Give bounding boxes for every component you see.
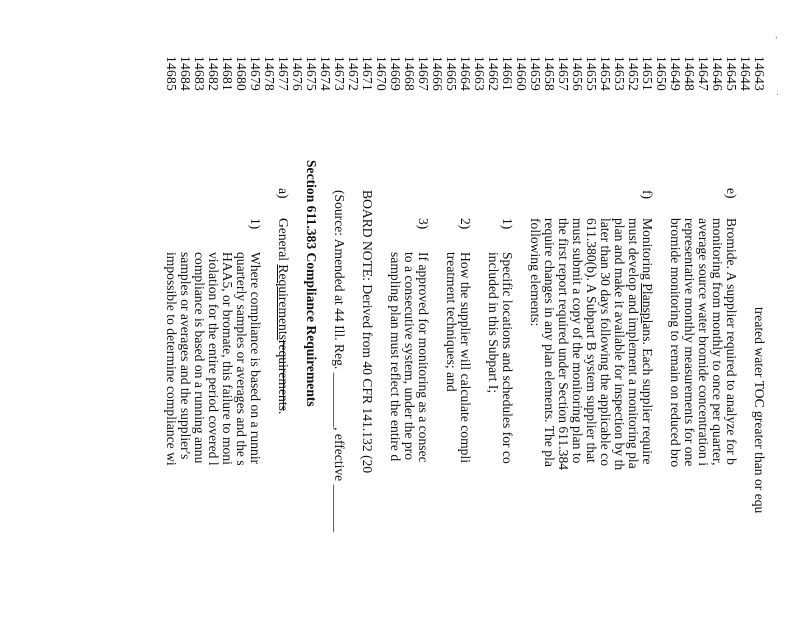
text-run: (Source: Amended at 44 Ill. Reg.: [332, 190, 347, 373]
text-line: [696, 0, 710, 618]
text-line: [486, 0, 500, 618]
line-number: 14684: [178, 56, 193, 91]
line-text: samples or averages and the supplier's: [178, 252, 193, 460]
line-number: 14665: [444, 56, 459, 91]
line-number-row: [654, 0, 668, 618]
text-line: [234, 0, 248, 618]
text-line: [206, 0, 220, 618]
line-text: average source water bromide concentration i: [696, 218, 711, 466]
item-label: 2): [458, 218, 473, 230]
text-run: , effective: [332, 427, 347, 485]
text-line: [360, 0, 374, 618]
line-text: plan and make it available for inspection by th: [612, 218, 627, 471]
line-number-row: [346, 0, 360, 618]
line-number: 14666: [430, 56, 445, 91]
line-text: treated water TOC greater than or equ: [752, 307, 767, 514]
line-number: 14682: [206, 56, 221, 91]
line-text: representative monthly measurements for one: [682, 218, 697, 467]
line-number: 14649: [668, 56, 683, 91]
line-number: 14655: [584, 56, 599, 91]
line-text: compliance is based on a running annu: [192, 252, 207, 464]
scan-speck: .: [776, 88, 779, 98]
text-line: [178, 0, 192, 618]
line-text: must submit a copy of the monitoring plan to: [570, 218, 585, 464]
text-line: [248, 0, 262, 618]
line-number: 14661: [500, 56, 515, 91]
line-text: 611.380(b). A Subpart B system supplier that: [584, 218, 599, 463]
line-text: included in this Subpart I;: [486, 252, 501, 394]
line-number: 14656: [570, 56, 585, 91]
line-text: How the supplier will calculate compli: [458, 252, 473, 464]
line-text: quarterly samples or averages and the s: [234, 252, 249, 466]
text-line: [500, 0, 514, 618]
line-number: 14673: [332, 56, 347, 91]
line-number: 14647: [696, 56, 711, 91]
line-number: 14662: [486, 56, 501, 91]
line-number: 14670: [374, 56, 389, 91]
inserted-text: Requirements: [276, 264, 291, 340]
line-number: 14683: [192, 56, 207, 91]
line-number: 14644: [738, 56, 753, 91]
line-number-row: [290, 0, 304, 618]
text-line: [542, 0, 556, 618]
text-line: [416, 0, 430, 618]
line-number-row: [262, 0, 276, 618]
line-text: monitoring from monthly to once per quarter,: [710, 218, 725, 466]
line-number: 14674: [318, 56, 333, 91]
text-line: [710, 0, 724, 618]
item-label: e): [724, 188, 739, 199]
line-number: 14643: [752, 56, 767, 91]
text-line: [332, 0, 346, 618]
line-number: 14677: [276, 56, 291, 91]
line-number: 14657: [556, 56, 571, 91]
item-label: 1): [500, 218, 515, 230]
line-number: 14681: [220, 56, 235, 91]
line-number: 14660: [514, 56, 529, 91]
text-run: General: [276, 218, 291, 265]
line-number: 14664: [458, 56, 473, 91]
line-number: 14679: [248, 56, 263, 91]
text-run: ans. Each supplier require: [640, 323, 655, 465]
line-number-row: [472, 0, 486, 618]
line-text: [276, 218, 290, 414]
line-number-row: [430, 0, 444, 618]
line-number: 14652: [626, 56, 641, 91]
text-line: [668, 0, 682, 618]
line-text: Where compliance is based on a runnir: [248, 252, 263, 465]
text-line: [626, 0, 640, 618]
scan-speck: ': [775, 36, 778, 46]
board-note: BOARD NOTE: Derived from 40 CFR 141.132 (20: [360, 190, 375, 474]
line-text: must develop and implement a monitoring pla: [626, 218, 641, 469]
blank-line: ________: [332, 372, 347, 428]
line-text: Bromide. A supplier required to analyze for b: [724, 218, 739, 465]
text-line: [584, 0, 598, 618]
line-number-row: [514, 0, 528, 618]
line-text: bromide monitoring to remain on reduced bro: [668, 218, 683, 468]
line-text: HAA5, or bromate, this failure to moni: [220, 252, 235, 465]
line-number: 14671: [360, 56, 375, 91]
deleted-text: requirements: [276, 339, 291, 411]
line-number: 14675: [304, 56, 319, 91]
text-line: [276, 0, 290, 618]
line-text: Specific locations and schedules for co: [500, 252, 515, 464]
text-run: Monitoring: [640, 218, 655, 284]
line-text: If approved for monitoring as a consec: [416, 252, 431, 463]
item-label: a): [276, 188, 291, 199]
line-number: 14678: [262, 56, 277, 91]
line-text: following elements:: [528, 218, 543, 327]
blank-line: _______: [332, 484, 347, 533]
text-line: [598, 0, 612, 618]
line-number: 14659: [528, 56, 543, 91]
line-number: 14685: [164, 56, 179, 91]
line-number: 14653: [612, 56, 627, 91]
line-number: 14648: [682, 56, 697, 91]
section-heading: Section 611.383 Compliance Requirements: [304, 160, 319, 407]
line-number: 14654: [598, 56, 613, 91]
item-label: 1): [248, 218, 263, 230]
line-number: 14646: [710, 56, 725, 91]
line-text: treatment techniques; and: [444, 252, 459, 392]
source-note: [332, 190, 346, 532]
inserted-text: Planspl: [640, 283, 655, 324]
line-text: sampling plan must reflect the entire d: [388, 252, 403, 462]
line-number-row: [738, 0, 752, 618]
line-text: require changes in any plan elements. The pla: [542, 218, 557, 467]
text-line: [752, 0, 766, 618]
item-label: 3): [416, 218, 431, 230]
text-line: [164, 0, 178, 618]
text-line: [640, 0, 654, 618]
item-label: f): [640, 190, 655, 200]
text-line: [220, 0, 234, 618]
line-text: the first report required under Section 611.384: [556, 218, 571, 471]
line-number: 14680: [234, 56, 249, 91]
line-number: 14669: [388, 56, 403, 91]
line-number: 14668: [402, 56, 417, 91]
line-text: impossible to determine compliance wi: [164, 252, 179, 466]
text-line: [304, 0, 318, 618]
text-line: [724, 0, 738, 618]
line-number: 14658: [542, 56, 557, 91]
line-text: to a consecutive system, under the pro: [402, 252, 417, 461]
text-line: [444, 0, 458, 618]
line-text: [640, 218, 654, 465]
text-line: [458, 0, 472, 618]
text-line: [570, 0, 584, 618]
line-text: later than 30 days following the applicable co: [598, 218, 613, 467]
line-number: 14651: [640, 56, 655, 91]
line-number: 14676: [290, 56, 305, 91]
line-number-row: [374, 0, 388, 618]
text-line: [402, 0, 416, 618]
text-line: [388, 0, 402, 618]
line-number: 14672: [346, 56, 361, 91]
line-text: violation for the entire period covered l: [206, 252, 221, 466]
text-line: [528, 0, 542, 618]
line-number: 14650: [654, 56, 669, 91]
text-line: [612, 0, 626, 618]
text-line: [192, 0, 206, 618]
line-number: 14663: [472, 56, 487, 91]
line-number: 14645: [724, 56, 739, 91]
text-line: [556, 0, 570, 618]
text-line: [682, 0, 696, 618]
line-number: 14667: [416, 56, 431, 91]
text-run: .: [276, 410, 291, 415]
line-number-row: [318, 0, 332, 618]
